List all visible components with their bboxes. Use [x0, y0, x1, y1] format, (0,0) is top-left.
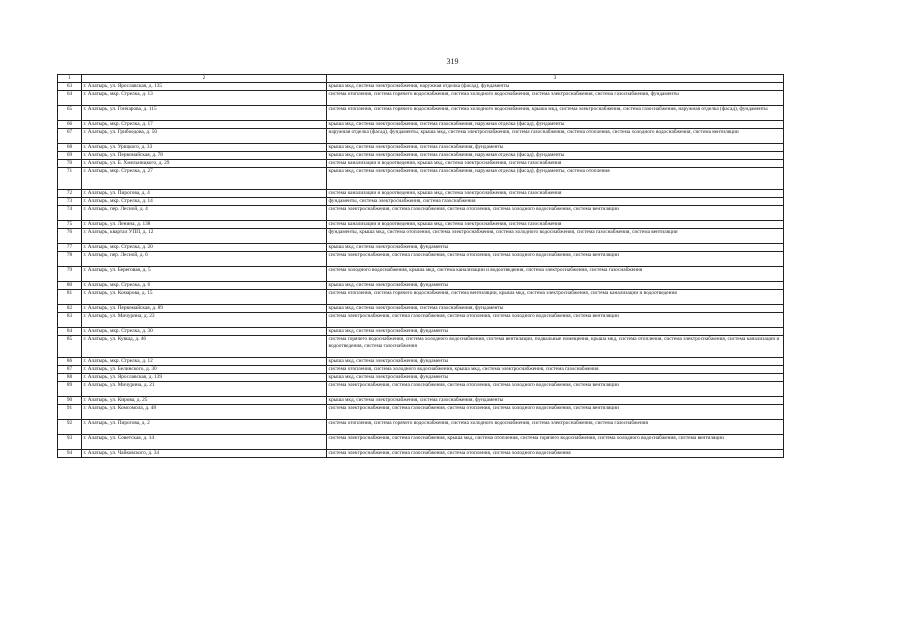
row-number: 91 [58, 405, 82, 420]
row-works: система электроснабжения, система газоснабжения, система отопления, система холодного водоснабжения, система вентиляции [327, 313, 784, 328]
table-row [58, 313, 784, 328]
table-row [58, 229, 784, 244]
table-row [58, 160, 784, 168]
column-number-row [58, 75, 784, 83]
row-address: г. Алатырь, пер. Лесной, д. 6 [82, 252, 327, 267]
table-row [58, 435, 784, 450]
column-header-2: 2 [82, 75, 327, 83]
row-number: 85 [58, 336, 82, 358]
table-row [58, 374, 784, 382]
table-row [58, 106, 784, 121]
row-number: 63 [58, 83, 82, 91]
row-number: 80 [58, 282, 82, 290]
table-row [58, 358, 784, 366]
table-row [58, 190, 784, 198]
row-number: 90 [58, 397, 82, 405]
table-row [58, 152, 784, 160]
table-row [58, 290, 784, 305]
table-row [58, 397, 784, 405]
row-number: 76 [58, 229, 82, 244]
row-number: 67 [58, 129, 82, 144]
row-address: г. Алатырь, ул. Мичурина, д. 23 [82, 313, 327, 328]
table-row [58, 221, 784, 229]
table-row [58, 206, 784, 221]
row-address: г. Алатырь, ул. Чайковского, д. 34 [82, 450, 327, 458]
row-number: 79 [58, 267, 82, 282]
row-works: система горячего водоснабжения, система холодного водоснабжения, система вентиляции, подвальные помещения, крыша мкд, система отопления, система электроснабжения, система канализации и водоотведения, система газоснабжения [327, 336, 784, 358]
row-address: г. Алатырь, ул. Кувшд, д. 46 [82, 336, 327, 358]
row-number: 87 [58, 366, 82, 374]
row-address: г. Алатырь, ул. Урицкого, д. 33 [82, 144, 327, 152]
row-address: г. Алатырь, ул. Комарова, д. 15 [82, 290, 327, 305]
row-number: 83 [58, 313, 82, 328]
row-works: система отопления, система холодного водоснабжения, крыша мкд, система электроснабжения, система газоснабжения [327, 366, 784, 374]
row-address: г. Алатырь, ул. Пирогова, д. 2 [82, 420, 327, 435]
row-address: г. Алатырь, ул. Комсомола, д. 48 [82, 405, 327, 420]
table-row [58, 405, 784, 420]
table-row [58, 382, 784, 397]
table-row [58, 336, 784, 358]
row-address: г. Алатырь, ул. Береговая, д. 5 [82, 267, 327, 282]
table-row [58, 198, 784, 206]
row-works: фундаменты, крыша мкд, система отопления, система электроснабжения, система холодного водоснабжения, система газоснабжения, система вентиляции [327, 229, 784, 244]
row-address: г. Алатырь, мкр. Стрелка, д. 13 [82, 91, 327, 106]
row-works: крыша мкд, система электроснабжения, система газоснабжения, наружная отделка (фасад), фундаменты [327, 121, 784, 129]
row-number: 92 [58, 420, 82, 435]
table-row [58, 168, 784, 190]
row-address: г. Алатырь, ул. Б. Хмельницкого, д. 29 [82, 160, 327, 168]
row-address: г. Алатырь, ул. Ленина, д. 138 [82, 221, 327, 229]
row-number: 77 [58, 244, 82, 252]
row-works: система канализации и водоотведения, крыша мкд, система электроснабжения, система газоснабжения [327, 160, 784, 168]
table-row [58, 244, 784, 252]
table-row [58, 420, 784, 435]
row-number: 68 [58, 144, 82, 152]
row-works: система отопления, система горячего водоснабжения, система холодного водоснабжения, система электроснабжения, система газоснабжения [327, 420, 784, 435]
row-number: 75 [58, 221, 82, 229]
table-row [58, 305, 784, 313]
row-works: система канализации и водоотведения, крыша мкд, система электроснабжения, система газоснабжения [327, 221, 784, 229]
row-address: г. Алатырь, ул. Кирова, д. 25 [82, 397, 327, 405]
row-works: крыша мкд, система электроснабжения, система газоснабжения, наружная отделка (фасад), фундаменты, система отопления [327, 168, 784, 190]
row-works: система электроснабжения, система газоснабжения, крыша мкд, система отопления, система горячего водоснабжения, система холодного водоснабжения, система вентиляции [327, 435, 784, 450]
table-row [58, 366, 784, 374]
row-number: 71 [58, 168, 82, 190]
table-row [58, 450, 784, 458]
row-address: г. Алатырь, мкр. Стрелка, д. 20 [82, 244, 327, 252]
row-works: система электроснабжения, система газоснабжения, система отопления, система холодного водоснабжения, система вентиляции [327, 252, 784, 267]
row-address: г. Алатырь, мкр. Стрелка, д. 14 [82, 198, 327, 206]
row-address: г. Алатырь, ул. Советская, д. 14 [82, 435, 327, 450]
table-row [58, 282, 784, 290]
row-works: крыша мкд, система электроснабжения, фундаменты [327, 328, 784, 336]
row-works: система отопления, система горячего водоснабжения, система холодного водоснабжения, система электроснабжения, система газоснабжения, фундаменты [327, 91, 784, 106]
row-address: г. Алатырь, мкр. Стрелка, д. 12 [82, 358, 327, 366]
row-address: г. Алатырь, мкр. Стрелка, д. 27 [82, 168, 327, 190]
row-works: крыша мкд, система электроснабжения, фундаменты [327, 374, 784, 382]
row-works: крыша мкд, система электроснабжения, система газоснабжения, фундаменты [327, 144, 784, 152]
table-body [58, 75, 784, 458]
row-number: 64 [58, 91, 82, 106]
row-number: 93 [58, 435, 82, 450]
table-row [58, 144, 784, 152]
row-address: г. Алатырь, ул. Ярославская, д. 135 [82, 83, 327, 91]
row-address: г. Алатырь, ул. Мичурина, д. 21 [82, 382, 327, 397]
row-number: 89 [58, 382, 82, 397]
row-number: 70 [58, 160, 82, 168]
row-address: г. Алатырь, ул. Белинского, д. 30 [82, 366, 327, 374]
row-number: 74 [58, 206, 82, 221]
row-works: система электроснабжения, система газоснабжения, система отопления, система холодного водоснабжения, система вентиляции [327, 206, 784, 221]
row-works: система электроснабжения, система газоснабжения, система отопления, система холодного водоснабжения [327, 450, 784, 458]
row-address: г. Алатырь, пер. Лесной, д. 4 [82, 206, 327, 221]
row-number: 73 [58, 198, 82, 206]
row-number: 72 [58, 190, 82, 198]
row-address: г. Алатырь, ул. Первомайская, д. 89 [82, 305, 327, 313]
row-works: крыша мкд, система электроснабжения, система газоснабжения, наружная отделка (фасад), фундаменты [327, 152, 784, 160]
row-address: г. Алатырь, квартал УПП, д. 12 [82, 229, 327, 244]
row-works: система канализации и водоотведения, крыша мкд, система электроснабжения, система газоснабжения [327, 190, 784, 198]
row-works: наружная отделка (фасад), фундаменты, крыша мкд, система электроснабжения, система газоснабжения, система отопления, система холодного водоснабжения, система вентиляции [327, 129, 784, 144]
row-address: г. Алатырь, ул. Первомайская, д. 78 [82, 152, 327, 160]
row-address: г. Алатырь, ул. Ярославская, д. 139 [82, 374, 327, 382]
row-works: крыша мкд, система электроснабжения, наружная отделка (фасад), фундаменты [327, 83, 784, 91]
row-number: 94 [58, 450, 82, 458]
row-works: крыша мкд, система электроснабжения, система газоснабжения, фундаменты [327, 305, 784, 313]
row-address: г. Алатырь, ул. Пирогова, д. 4 [82, 190, 327, 198]
column-header-3: 3 [327, 75, 784, 83]
page-number: 319 [446, 57, 459, 66]
row-address: г. Алатырь, ул. Гончарова, д. 115 [82, 106, 327, 121]
table-row [58, 91, 784, 106]
row-works: система электроснабжения, система газоснабжения, система отопления, система холодного водоснабжения, система вентиляции [327, 405, 784, 420]
building-works-table [57, 74, 784, 458]
row-works: система электроснабжения, система газоснабжения, система отопления, система холодного водоснабжения, система вентиляции [327, 382, 784, 397]
table-row [58, 267, 784, 282]
row-number: 84 [58, 328, 82, 336]
row-works: крыша мкд, система электроснабжения, фундаменты [327, 244, 784, 252]
column-header-1: 1 [58, 75, 82, 83]
row-works: крыша мкд, система электроснабжения, фундаменты [327, 282, 784, 290]
row-number: 69 [58, 152, 82, 160]
row-address: г. Алатырь, мкр. Стрелка, д. 30 [82, 328, 327, 336]
row-address: г. Алатырь, мкр. Стрелка, д. 17 [82, 121, 327, 129]
row-works: крыша мкд, система электроснабжения, фундаменты [327, 358, 784, 366]
row-number: 78 [58, 252, 82, 267]
row-works: система отопления, система горячего водоснабжения, система вентиляции, крыша мкд, система электроснабжения, система канализации и водоотведения [327, 290, 784, 305]
table-row [58, 252, 784, 267]
table-row [58, 83, 784, 91]
row-address: г. Алатырь, ул. Грибоедова, д. 50 [82, 129, 327, 144]
row-number: 88 [58, 374, 82, 382]
row-works: система отопления, система горячего водоснабжения, система холодного водоснабжения, крыша мкд, система электроснабжения, система газоснабжения, наружная отделка (фасад), фундаменты [327, 106, 784, 121]
table-row [58, 121, 784, 129]
table-row [58, 129, 784, 144]
row-number: 65 [58, 106, 82, 121]
row-number: 66 [58, 121, 82, 129]
row-number: 81 [58, 290, 82, 305]
row-works: крыша мкд, система электроснабжения, система газоснабжения, фундаменты [327, 397, 784, 405]
row-works: фундаменты, система электроснабжения, система газоснабжения [327, 198, 784, 206]
row-number: 82 [58, 305, 82, 313]
row-works: система холодного водоснабжения, крыша мкд, система канализации и водоотведения, система электроснабжения, система газоснабжения [327, 267, 784, 282]
row-address: г. Алатырь, мкр. Стрелка, д. 6 [82, 282, 327, 290]
row-number: 86 [58, 358, 82, 366]
table-row [58, 328, 784, 336]
